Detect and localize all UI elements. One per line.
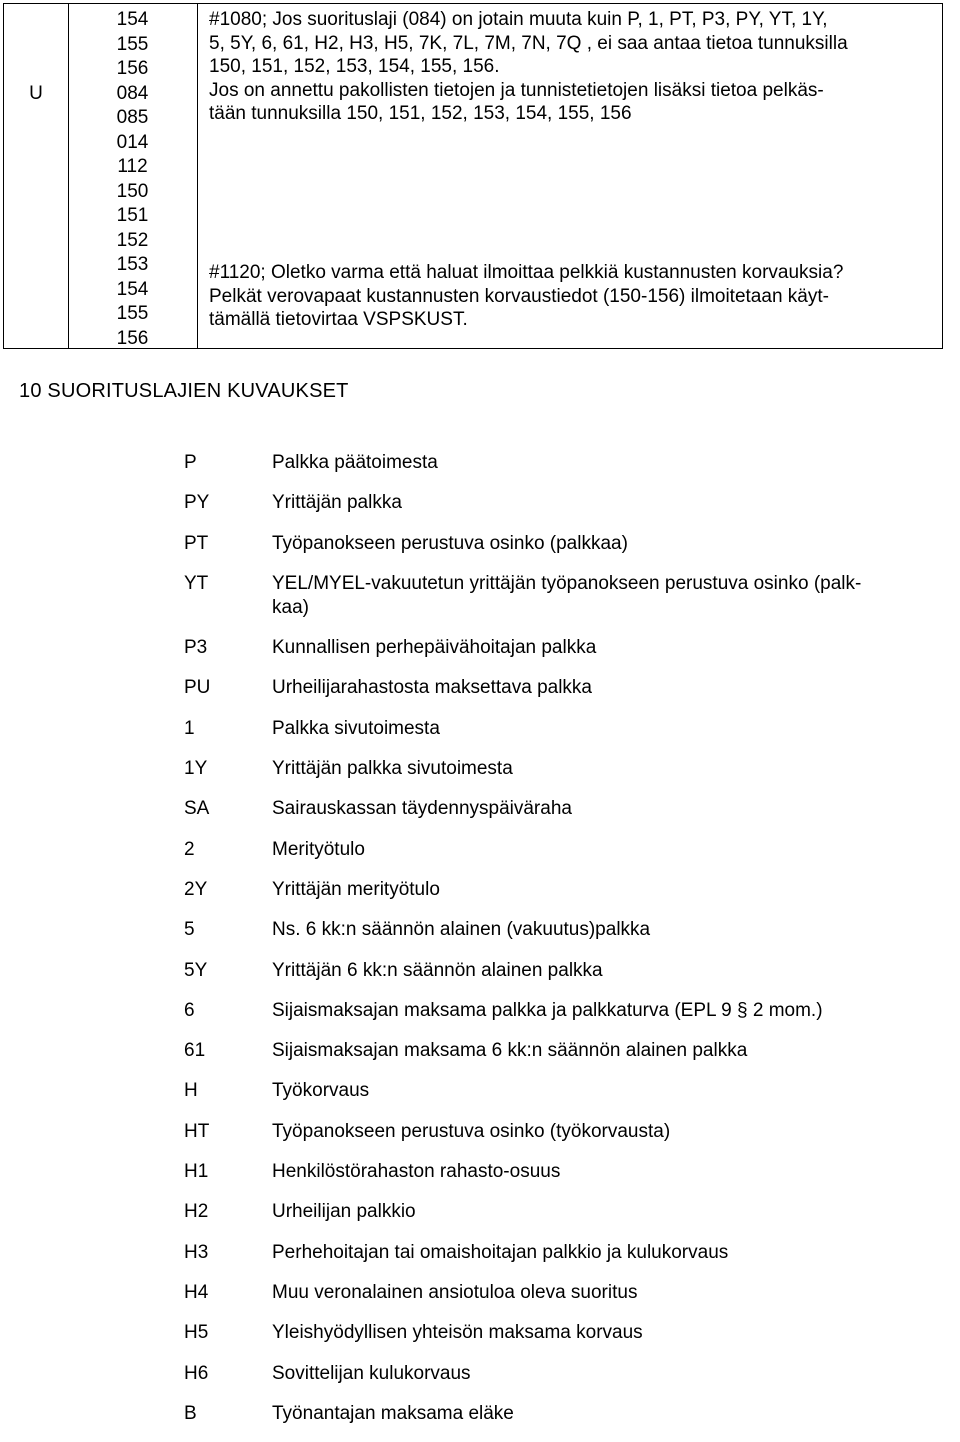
payment-description: YEL/MYEL-vakuutetun yrittäjän työpanokseen perustuva osinko (palk- (272, 572, 862, 594)
payment-code: HT (184, 1120, 210, 1142)
rule-line: tään tunnuksilla 150, 151, 152, 153, 154, 155, 156 (209, 103, 632, 124)
payment-code: 1Y (184, 758, 208, 780)
rule-line: #1120; Oletko varma että haluat ilmoittaa pelkkiä kustannusten korvauksia? (209, 262, 844, 283)
field-code-list (68, 8, 197, 351)
payment-description: Palkka sivutoimesta (272, 717, 440, 739)
field-code: 014 (116, 131, 149, 153)
validation-rules-table (3, 3, 943, 349)
payment-description: Yrittäjän palkka sivutoimesta (272, 758, 513, 780)
payment-description: Kunnallisen perhepäivähoitajan palkka (272, 637, 597, 659)
field-code: 155 (116, 33, 149, 55)
payment-description: Työnantajan maksama eläke (272, 1402, 514, 1424)
field-code: 151 (116, 205, 149, 226)
list-item (184, 797, 960, 837)
payment-description: Sairauskassan täydennyspäiväraha (272, 798, 572, 820)
payment-description: Yrittäjän palkka (272, 492, 402, 514)
rule-line: #1080; Jos suorituslaji (084) on jotain muuta kuin P, 1, PT, P3, PY, YT, 1Y, (209, 9, 828, 30)
rule-line: tämällä tietovirtaa VSPSKUST. (209, 309, 468, 330)
list-item (184, 1321, 960, 1361)
payment-description: Ns. 6 kk:n säännön alainen (vakuutus)palkka (272, 919, 651, 941)
payment-description: Palkka päätoimesta (272, 452, 438, 473)
payment-code: H4 (184, 1281, 209, 1303)
list-item (184, 1362, 960, 1402)
payment-description-continued: kaa) (272, 596, 309, 618)
field-code: 112 (117, 156, 148, 177)
payment-code: H6 (184, 1362, 209, 1384)
list-item (184, 676, 960, 716)
list-item (184, 918, 960, 958)
list-item (184, 1281, 960, 1321)
section-heading: 10 SUORITUSLAJIEN KUVAUKSET (19, 380, 349, 402)
payment-code: 5 (184, 919, 195, 941)
list-item (184, 878, 960, 918)
payment-code: PY (184, 492, 210, 514)
field-code: 154 (116, 278, 149, 300)
payment-code: PT (184, 532, 209, 554)
payment-description: Muu veronalainen ansiotuloa oleva suoritus (272, 1281, 638, 1303)
payment-code: H (184, 1080, 198, 1102)
list-item (184, 636, 960, 676)
list-item (184, 1039, 960, 1079)
record-letter: U (29, 83, 43, 104)
rule-line: Pelkät verovapaat kustannusten korvaustiedot (150-156) ilmoitetaan käyt- (209, 285, 829, 307)
rule-line: 150, 151, 152, 153, 154, 155, 156. (209, 56, 500, 77)
payment-code: 5Y (184, 959, 208, 981)
payment-code: H2 (184, 1201, 209, 1223)
payment-description: Työpanokseen perustuva osinko (työkorvausta) (272, 1120, 671, 1142)
payment-code: PU (184, 677, 211, 699)
payment-description: Sijaismaksajan maksama palkka ja palkkaturva (EPL 9 § 2 mom.) (272, 999, 823, 1021)
payment-code: P (184, 452, 197, 473)
payment-description: Sijaismaksajan maksama 6 kk:n säännön alainen palkka (272, 1040, 748, 1062)
rule-1080-text (209, 8, 934, 126)
payment-code: 1 (184, 717, 195, 739)
rule-1120-text (209, 261, 934, 332)
list-item (184, 451, 960, 491)
payment-description: Työpanokseen perustuva osinko (palkkaa) (272, 532, 628, 554)
list-item (184, 717, 960, 757)
payment-description: Yrittäjän merityötulo (272, 878, 440, 900)
payment-code: B (184, 1402, 197, 1424)
list-item (184, 491, 960, 531)
field-code: 155 (116, 303, 149, 324)
list-item (184, 757, 960, 797)
payment-code: H1 (184, 1161, 209, 1183)
rule-line: 5, 5Y, 6, 61, H2, H3, H5, 7K, 7L, 7M, 7N, 7Q , ei saa antaa tietoa tunnuksilla (209, 32, 848, 54)
list-item (184, 1160, 960, 1200)
payment-description: Urheilijan palkkio (272, 1201, 416, 1223)
field-code: 156 (116, 58, 149, 79)
payment-description: Yleishyödyllisen yhteisön maksama korvaus (272, 1322, 643, 1344)
list-item (184, 1402, 960, 1442)
field-code: 156 (116, 327, 149, 349)
payment-code: SA (184, 798, 210, 820)
field-code: 154 (116, 9, 149, 30)
payment-code: P3 (184, 637, 208, 659)
payment-code: 6 (184, 999, 195, 1021)
list-item (184, 1241, 960, 1281)
payment-code: H5 (184, 1322, 209, 1344)
payment-description: Yrittäjän 6 kk:n säännön alainen palkka (272, 959, 603, 981)
field-code: 085 (116, 107, 149, 128)
payment-code: 2 (184, 838, 195, 860)
list-item (184, 1120, 960, 1160)
list-item (184, 532, 960, 572)
payment-description: Urheilijarahastosta maksettava palkka (272, 677, 592, 699)
field-code: 150 (116, 180, 149, 202)
payment-description: Merityötulo (272, 838, 365, 860)
field-code: 084 (116, 82, 149, 104)
list-item (184, 1079, 960, 1119)
table-divider (197, 4, 198, 348)
payment-type-list (184, 451, 960, 1442)
payment-description: Sovittelijan kulukorvaus (272, 1362, 471, 1384)
payment-description: Työkorvaus (272, 1080, 370, 1102)
list-item (184, 838, 960, 878)
list-item (184, 1200, 960, 1240)
field-code: 153 (116, 254, 149, 275)
list-item (184, 572, 960, 636)
payment-code: YT (184, 572, 209, 594)
payment-description: Perhehoitajan tai omaishoitajan palkkio ja kulukorvaus (272, 1241, 729, 1263)
payment-code: 61 (184, 1040, 206, 1062)
list-item (184, 999, 960, 1039)
rule-line: Jos on annettu pakollisten tietojen ja tunnistetietojen lisäksi tietoa pelkäs- (209, 79, 824, 101)
payment-code: H3 (184, 1241, 209, 1263)
field-code: 152 (116, 229, 149, 251)
list-item (184, 959, 960, 999)
payment-description: Henkilöstörahaston rahasto-osuus (272, 1161, 561, 1183)
payment-code: 2Y (184, 878, 208, 900)
